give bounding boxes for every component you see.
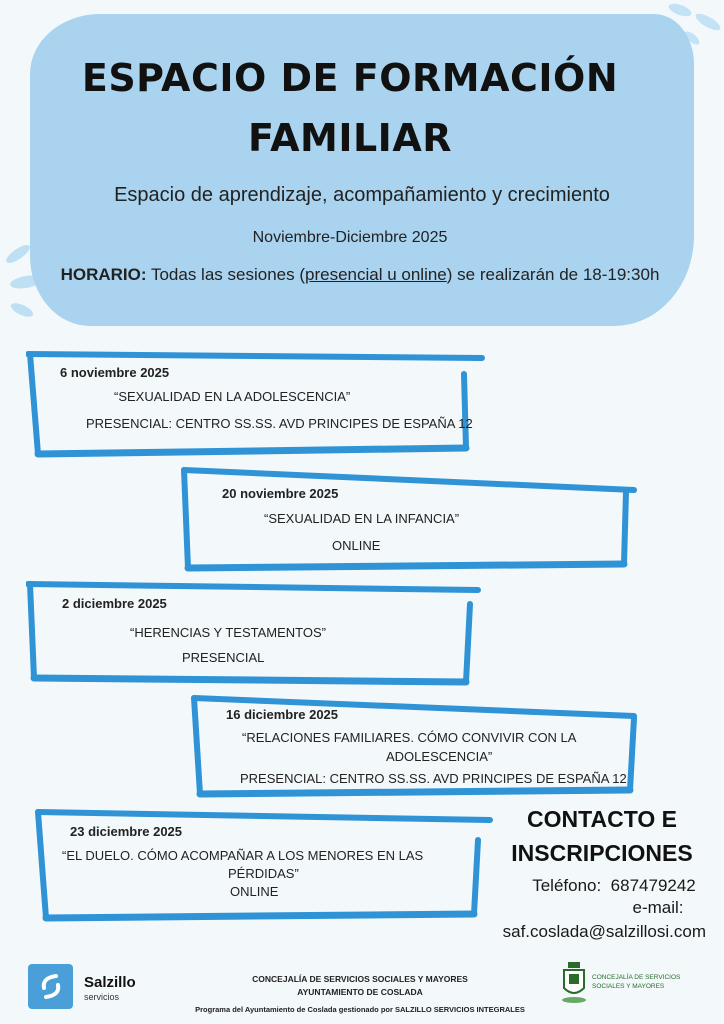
session-title: “EL DUELO. CÓMO ACOMPAÑAR A LOS MENORES EN LAS [62,848,424,863]
session-card [26,580,486,688]
session-card [26,348,486,460]
session-location: PRESENCIAL [182,650,265,665]
session-location: PRESENCIAL: CENTRO SS.SS. AVD PRINCIPES DE ESPAÑA 12 [86,416,473,431]
brand-name: Salzillo [84,974,136,991]
session-date: 20 noviembre 2025 [222,486,339,501]
session-location: ONLINE [332,538,381,553]
page-title-line1: ESPACIO DE FORMACIÓN [81,56,619,100]
schedule-text-before: Todas las sesiones ( [150,265,305,284]
session-card [34,808,494,924]
contact-heading-line2: INSCRIPCIONES [511,840,693,866]
session-date: 16 diciembre 2025 [226,707,339,722]
phone-label: Teléfono: [532,876,602,895]
email-address[interactable]: saf.coslada@salzillosi.com [502,922,706,941]
footer-department [210,973,510,999]
subtitle: Espacio de aprendizaje, acompañamiento y crecimiento [114,184,610,206]
schedule-label: HORARIO: [60,265,147,284]
coslada-crest-icon [560,960,588,1006]
contact-heading [480,802,724,870]
session-title: “SEXUALIDAD EN LA INFANCIA” [264,511,460,526]
session-title: “HERENCIAS Y TESTAMENTOS” [130,625,327,640]
contact-phone [480,876,724,896]
session-date: 2 diciembre 2025 [62,596,167,611]
phone-number[interactable]: 687479242 [610,876,696,895]
schedule-note [40,262,680,288]
schedule-text-after: ) se realizarán de 18-19:30h [446,265,660,284]
session-title-continued: PÉRDIDAS” [228,866,299,881]
page-title-line2: FAMILIAR [248,116,452,160]
footer-department-line2: AYUNTAMIENTO DE COSLADA [297,987,423,997]
brand-subtitle: servicios [84,992,120,1002]
session-card [190,692,640,800]
session-title: “RELACIONES FAMILIARES. CÓMO CONVIVIR CON LA [242,730,577,745]
contact-heading-line1: CONTACTO E [527,806,677,832]
session-title-continued: ADOLESCENCIA” [386,749,493,764]
crest-caption: CONCEJALÍA DE SERVICIOS SOCIALES Y MAYORES [592,974,681,990]
salzillo-logo-icon [28,964,73,1009]
date-range: Noviembre-Diciembre 2025 [252,229,448,246]
session-location: PRESENCIAL: CENTRO SS.SS. AVD PRINCIPES DE ESPAÑA 12 [240,771,627,786]
schedule-modes: presencial u online [305,265,447,284]
session-date: 6 noviembre 2025 [60,365,170,380]
session-title: “SEXUALIDAD EN LA ADOLESCENCIA” [114,389,351,404]
session-date: 23 diciembre 2025 [70,824,183,839]
footer-department-line1: CONCEJALÍA DE SERVICIOS SOCIALES Y MAYORES [252,974,468,984]
session-location: ONLINE [230,884,279,899]
footer-program-note: Programa del Ayuntamiento de Coslada gestionado por SALZILLO SERVICIOS INTEGRALES [195,1005,525,1014]
session-card [180,464,640,574]
email-label: e-mail: [632,898,684,917]
